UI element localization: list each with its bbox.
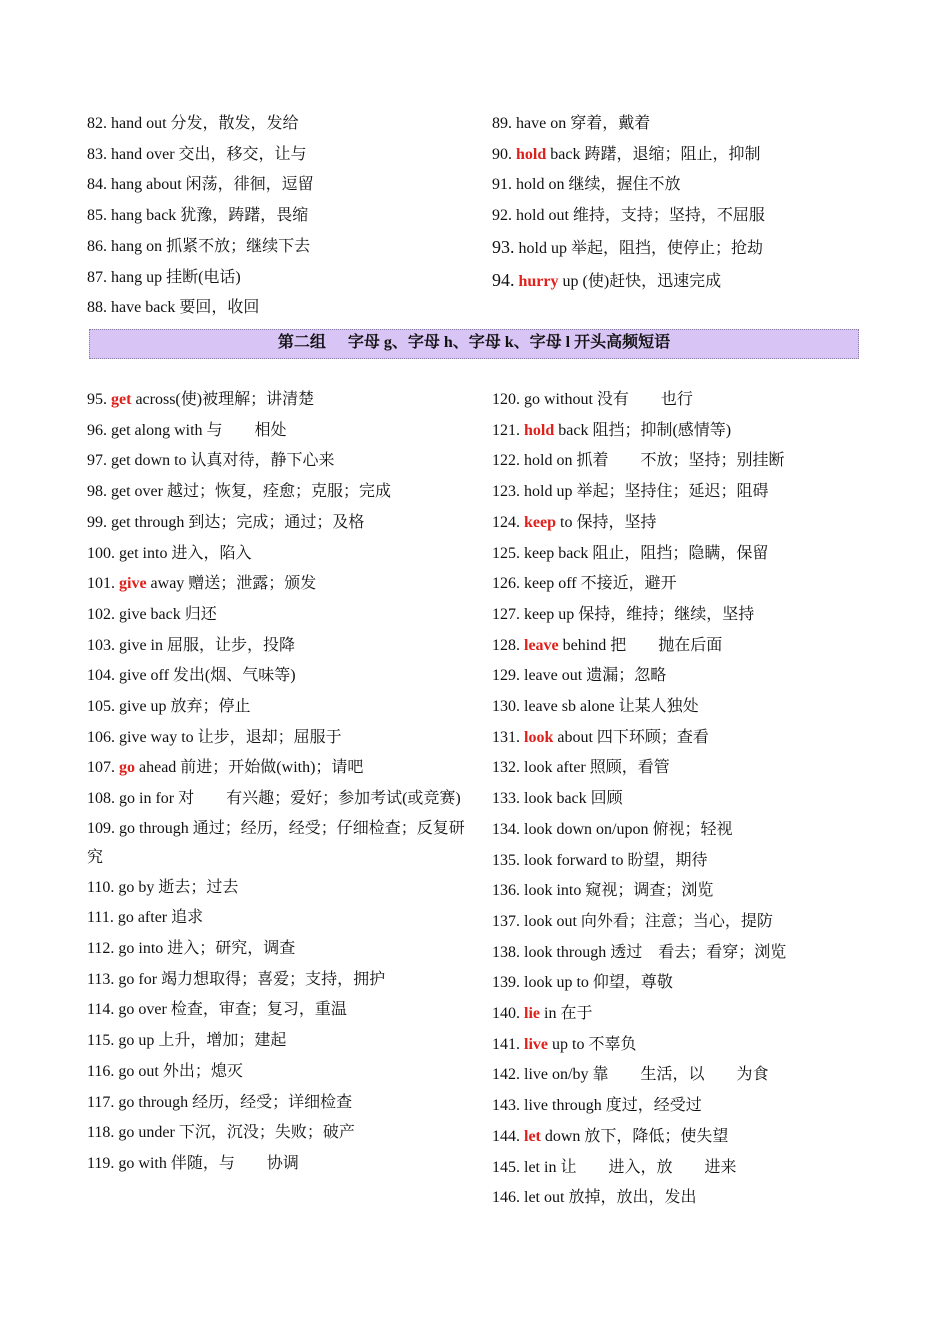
- phrase-item: [492, 723, 882, 754]
- phrase-item: [87, 109, 472, 140]
- phrase-text: in 在于: [540, 1005, 593, 1023]
- phrase-keyword: hurry: [518, 272, 559, 290]
- phrase-number: 100.: [87, 544, 115, 562]
- phrase-text: leave sb alone 让某人独处: [524, 698, 699, 716]
- phrase-item: [492, 938, 882, 969]
- phrase-number: 106.: [87, 728, 115, 746]
- phrase-item: [492, 876, 882, 907]
- phrase-number: 139.: [492, 974, 520, 992]
- phrase-number: 123.: [492, 483, 520, 501]
- phrase-text: about 四下环顾；查看: [553, 728, 709, 746]
- phrase-item: [87, 1057, 472, 1088]
- phrase-number: 116.: [87, 1062, 115, 1080]
- phrase-item: [87, 995, 472, 1026]
- phrase-item: [87, 903, 472, 934]
- phrase-item: [87, 723, 472, 754]
- phrase-text: look up to 仰望，尊敬: [524, 974, 673, 992]
- phrase-item: [87, 201, 472, 232]
- phrase-text: hang back 犹豫，踌躇，畏缩: [111, 207, 309, 225]
- phrase-number: 93.: [492, 236, 515, 257]
- phrase-item: [492, 569, 882, 600]
- phrase-item: [492, 784, 882, 815]
- phrase-keyword: live: [524, 1035, 548, 1053]
- section-title: 字母 g、字母 h、字母 k、字母 l 开头高频短语: [347, 334, 671, 351]
- section-banner: [89, 329, 859, 359]
- phrase-item: [492, 846, 882, 877]
- phrase-number: 131.: [492, 728, 520, 746]
- phrase-keyword: let: [524, 1127, 541, 1145]
- phrase-item: [87, 539, 472, 570]
- phrase-keyword: hold: [524, 421, 555, 439]
- phrase-number: 121.: [492, 421, 520, 439]
- phrase-item: [492, 1091, 882, 1122]
- phrase-text: keep off 不接近，避开: [524, 575, 677, 593]
- phrase-item: [492, 508, 882, 539]
- phrase-item: [87, 1088, 472, 1119]
- phrase-item: [492, 907, 882, 938]
- phrase-item: [492, 385, 882, 416]
- phrase-number: 115.: [87, 1032, 115, 1050]
- phrase-number: 83.: [87, 145, 107, 163]
- phrase-text: let out 放掉，放出，发出: [524, 1189, 697, 1207]
- phrase-text: look back 回顾: [524, 790, 623, 808]
- phrase-number: 124.: [492, 513, 520, 531]
- phrase-text: get along with 与 相处: [111, 421, 287, 439]
- phrase-number: 118.: [87, 1124, 115, 1142]
- phrase-keyword: look: [524, 728, 554, 746]
- phrase-item: [492, 109, 882, 140]
- phrase-item: [492, 968, 882, 999]
- phrase-keyword: give: [119, 575, 147, 593]
- phrase-number: 125.: [492, 544, 520, 562]
- phrase-text: go for 竭力想取得；喜爱；支持，拥护: [118, 970, 386, 988]
- phrase-text: go through 经历，经受；详细检查: [118, 1093, 353, 1111]
- phrase-number: 107.: [87, 759, 115, 777]
- phrase-text: back 踌躇，退缩；阻止，抑制: [546, 145, 761, 163]
- phrase-number: 94.: [492, 269, 515, 290]
- phrase-number: 89.: [492, 115, 512, 132]
- phrase-text: look after 照顾，看管: [524, 759, 670, 777]
- phrase-text: hold up 举起；坚持住；延迟；阻碍: [524, 483, 769, 501]
- phrase-text: look through 透过 看去；看穿；浏览: [524, 943, 787, 961]
- phrase-number: 136.: [492, 882, 520, 900]
- phrase-text: hold on 继续，握住不放: [516, 176, 681, 194]
- phrase-item: [492, 661, 882, 692]
- phrase-text: hand out 分发，散发，发给: [111, 115, 299, 132]
- phrase-text: hang up 挂断(电话): [111, 268, 241, 286]
- phrase-number: 88.: [87, 299, 107, 317]
- phrase-text: go with 伴随，与 协调: [118, 1154, 299, 1172]
- phrase-text: live on/by 靠 生活，以 为食: [524, 1066, 769, 1084]
- phrase-number: 135.: [492, 851, 520, 869]
- phrase-number: 141.: [492, 1035, 520, 1053]
- phrase-text: go under 下沉，沉没；失败；破产: [118, 1124, 355, 1142]
- phrase-item: [87, 600, 472, 631]
- phrase-item: [87, 934, 472, 965]
- phrase-text: look down on/upon 俯视；轻视: [524, 820, 733, 838]
- phrase-item: [492, 265, 882, 298]
- phrase-item: [87, 263, 472, 294]
- phrase-number: 95.: [87, 391, 107, 408]
- phrase-number: 126.: [492, 575, 520, 593]
- phrase-item: [492, 999, 882, 1030]
- phrase-item: [87, 293, 472, 324]
- phrase-item: [492, 815, 882, 846]
- phrase-keyword: go: [119, 759, 135, 777]
- phrase-number: 143.: [492, 1097, 520, 1115]
- phrase-text: go after 追求: [117, 909, 204, 927]
- phrase-item: [492, 232, 882, 265]
- phrase-text: hold up 举起，阻挡，使停止；抢劫: [518, 239, 763, 257]
- phrase-text: back 阻挡；抑制(感情等): [554, 421, 732, 439]
- phrase-number: 87.: [87, 268, 107, 286]
- phrase-item: [492, 416, 882, 447]
- phrase-item: [87, 446, 472, 477]
- phrase-item: [492, 631, 882, 662]
- phrase-text: get over 越过；恢复，痊愈；克服；完成: [111, 483, 391, 501]
- phrase-number: 129.: [492, 667, 520, 685]
- phrase-keyword: keep: [524, 513, 556, 531]
- phrase-item: [492, 539, 882, 570]
- phrase-keyword: get: [111, 391, 132, 408]
- phrase-number: 104.: [87, 667, 115, 685]
- phrase-text: hand over 交出，移交，让与: [111, 145, 307, 163]
- phrase-number: 109.: [87, 819, 115, 837]
- phrase-text: get down to 认真对待，静下心来: [111, 452, 335, 470]
- phrase-item: [492, 1060, 882, 1091]
- phrase-item: [87, 477, 472, 508]
- phrase-item: [492, 753, 882, 784]
- phrase-number: 146.: [492, 1189, 520, 1207]
- phrase-item: [87, 140, 472, 171]
- phrase-text: go out 外出；熄灭: [118, 1062, 243, 1080]
- phrase-text: hold on 抓着 不放；坚持；别挂断: [524, 452, 785, 470]
- phrase-text: look forward to 盼望，期待: [524, 851, 708, 869]
- phrase-number: 127.: [492, 605, 520, 623]
- phrase-number: 97.: [87, 452, 107, 470]
- phrase-number: 114.: [87, 1001, 115, 1019]
- phrase-number: 108.: [87, 790, 115, 808]
- phrase-number: 90.: [492, 145, 512, 163]
- phrase-number: 105.: [87, 698, 115, 716]
- phrase-text: give way to 让步，退却；屈服于: [119, 728, 342, 746]
- top-left-column: [87, 109, 472, 324]
- phrase-item: [492, 477, 882, 508]
- phrase-item: [492, 1153, 882, 1184]
- phrase-text: go through 通过；经历，经受；仔细检查；反复研究: [87, 819, 465, 867]
- phrase-number: 138.: [492, 943, 520, 961]
- phrase-text: have on 穿着，戴着: [516, 115, 651, 132]
- phrase-text: get into 进入，陷入: [119, 544, 252, 562]
- phrase-number: 96.: [87, 421, 107, 439]
- phrase-item: [492, 1122, 882, 1153]
- phrase-text: down 放下，降低；使失望: [540, 1127, 729, 1145]
- phrase-number: 122.: [492, 452, 520, 470]
- phrase-number: 140.: [492, 1005, 520, 1023]
- phrase-item: [87, 1149, 472, 1180]
- phrase-item: [87, 784, 472, 814]
- phrase-item: [87, 873, 472, 904]
- phrase-text: go into 进入；研究，调查: [118, 940, 296, 958]
- phrase-number: 82.: [87, 115, 107, 132]
- phrase-text: go in for 对 有兴趣；爱好；参加考试(或竞赛): [119, 790, 461, 808]
- phrase-number: 91.: [492, 176, 512, 194]
- phrase-item: [87, 753, 472, 784]
- phrase-number: 144.: [492, 1127, 520, 1145]
- phrase-number: 142.: [492, 1066, 520, 1084]
- phrase-item: [87, 631, 472, 662]
- phrase-text: get through 到达；完成；通过；及格: [111, 513, 365, 531]
- phrase-text: go up 上升，增加；建起: [118, 1032, 287, 1050]
- phrase-text: look into 窥视；调查；浏览: [524, 882, 714, 900]
- phrase-number: 84.: [87, 176, 107, 194]
- phrase-text: give off 发出(烟、气味等): [119, 667, 296, 685]
- phrase-text: let in 让 进入，放 进来: [524, 1158, 737, 1176]
- phrase-number: 112.: [87, 940, 115, 958]
- phrase-text: hold out 维持，支持；坚持，不屈服: [516, 207, 765, 225]
- phrase-number: 119.: [87, 1154, 115, 1172]
- phrase-number: 117.: [87, 1093, 115, 1111]
- phrase-text: give in 屈服，让步，投降: [119, 636, 295, 654]
- phrase-text: to 保持，坚持: [556, 513, 657, 531]
- main-left-column: [87, 385, 472, 1180]
- phrase-number: 132.: [492, 759, 520, 777]
- phrase-item: [492, 1030, 882, 1061]
- main-right-column: [492, 385, 882, 1214]
- phrase-item: [492, 170, 882, 201]
- phrase-keyword: leave: [524, 636, 559, 654]
- phrase-number: 99.: [87, 513, 107, 531]
- phrase-item: [492, 692, 882, 723]
- phrase-keyword: lie: [524, 1005, 540, 1023]
- phrase-text: across(使)被理解；讲清楚: [131, 391, 315, 408]
- phrase-text: up (使)赶快，迅速完成: [558, 272, 722, 290]
- phrase-number: 120.: [492, 391, 520, 408]
- phrase-item: [87, 385, 472, 416]
- top-right-column: [492, 109, 882, 297]
- phrase-number: 85.: [87, 207, 107, 225]
- phrase-text: behind 把 抛在后面: [558, 636, 723, 654]
- phrase-number: 137.: [492, 912, 520, 930]
- phrase-item: [87, 232, 472, 263]
- phrase-item: [492, 600, 882, 631]
- phrase-number: 111.: [87, 909, 114, 927]
- phrase-text: leave out 遗漏；忽略: [524, 667, 667, 685]
- phrase-item: [87, 1118, 472, 1149]
- phrase-item: [87, 965, 472, 996]
- phrase-number: 92.: [492, 207, 512, 225]
- phrase-text: look out 向外看；注意；当心，提防: [524, 912, 773, 930]
- phrase-item: [87, 1026, 472, 1057]
- phrase-text: up to 不辜负: [548, 1035, 637, 1053]
- section-group-label: 第二组: [277, 334, 326, 351]
- phrase-item: [87, 508, 472, 539]
- phrase-number: 113.: [87, 970, 115, 988]
- phrase-text: go without 没有 也行: [524, 391, 693, 408]
- phrase-number: 101.: [87, 575, 115, 593]
- phrase-number: 130.: [492, 698, 520, 716]
- phrase-item: [87, 416, 472, 447]
- phrase-text: go over 检查，审查；复习，重温: [118, 1001, 347, 1019]
- phrase-text: go by 逝去；过去: [118, 878, 239, 896]
- phrase-number: 133.: [492, 790, 520, 808]
- phrase-text: ahead 前进；开始做(with)；请吧: [135, 759, 364, 777]
- phrase-text: keep back 阻止，阻挡；隐瞒，保留: [524, 544, 769, 562]
- phrase-number: 128.: [492, 636, 520, 654]
- phrase-number: 98.: [87, 483, 107, 501]
- phrase-item: [87, 692, 472, 723]
- phrase-item: [492, 201, 882, 232]
- phrase-text: give back 归还: [119, 605, 217, 623]
- phrase-text: give up 放弃；停止: [119, 698, 251, 716]
- phrase-number: 134.: [492, 820, 520, 838]
- phrase-text: hang about 闲荡，徘徊，逗留: [111, 176, 314, 194]
- phrase-item: [492, 446, 882, 477]
- phrase-text: away 赠送；泄露；颁发: [146, 575, 317, 593]
- phrase-text: have back 要回，收回: [111, 299, 260, 317]
- phrase-number: 103.: [87, 636, 115, 654]
- phrase-text: keep up 保持，维持；继续，坚持: [524, 605, 755, 623]
- phrase-item: [492, 140, 882, 171]
- phrase-number: 110.: [87, 878, 115, 896]
- phrase-item: [87, 661, 472, 692]
- phrase-number: 145.: [492, 1158, 520, 1176]
- phrase-item: [87, 569, 472, 600]
- phrase-item: [87, 814, 472, 873]
- phrase-item: [492, 1183, 882, 1214]
- phrase-keyword: hold: [516, 145, 547, 163]
- phrase-text: hang on 抓紧不放；继续下去: [111, 237, 311, 255]
- phrase-item: [87, 170, 472, 201]
- phrase-text: live through 度过，经受过: [524, 1097, 702, 1115]
- phrase-number: 86.: [87, 237, 107, 255]
- phrase-number: 102.: [87, 605, 115, 623]
